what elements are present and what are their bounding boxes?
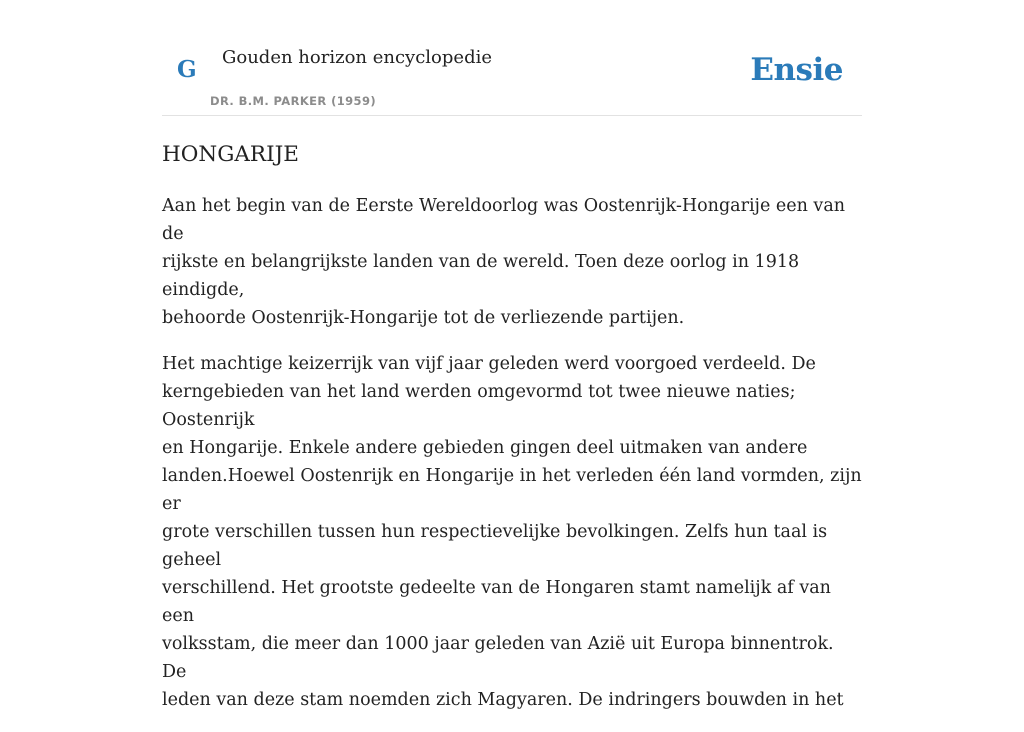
page	[162, 0, 862, 710]
entry-body	[162, 192, 862, 732]
entry-title: HONGARIJE	[162, 142, 299, 167]
ensie-logo-link[interactable]: Ensie	[750, 52, 843, 88]
book-title-link[interactable]: Gouden horizon encyclopedie	[222, 47, 492, 68]
entry-paragraph: Het machtige keizerrijk van vijf jaar geleden werd voorgoed verdeeld. De kerngebieden van het land werden omgevormd tot twee nieuwe naties; Oostenrijk en Hongarije. Enkele andere gebieden gingen deel uitmaken van andere landen.Hoewel Oostenrijk en Hongarije in het verleden één land vormden, zijn er grote verschillen tussen hun respectievelijke bevolkingen. Zelfs hun taal is geheel verschillend. Het grootste gedeelte van de Hongaren stamt namelijk af van een volksstam, die meer dan 1000 jaar geleden van Azië uit Europa binnentrok. De leden van deze stam noemden zich Magyaren. De indringers bouwden in het	[162, 354, 862, 710]
site-header	[162, 0, 862, 116]
entry-paragraph: Aan het begin van de Eerste Wereldoorlog was Oostenrijk-Hongarije een van de rijkste en belangrijkste landen van de wereld. Toen deze oorlog in 1918 eindigde, behoorde Oostenrijk-Hongarije tot de verliezende partijen.	[162, 196, 846, 328]
book-author: DR. B.M. PARKER (1959)	[210, 94, 377, 108]
book-logo-icon[interactable]: G	[177, 56, 197, 83]
